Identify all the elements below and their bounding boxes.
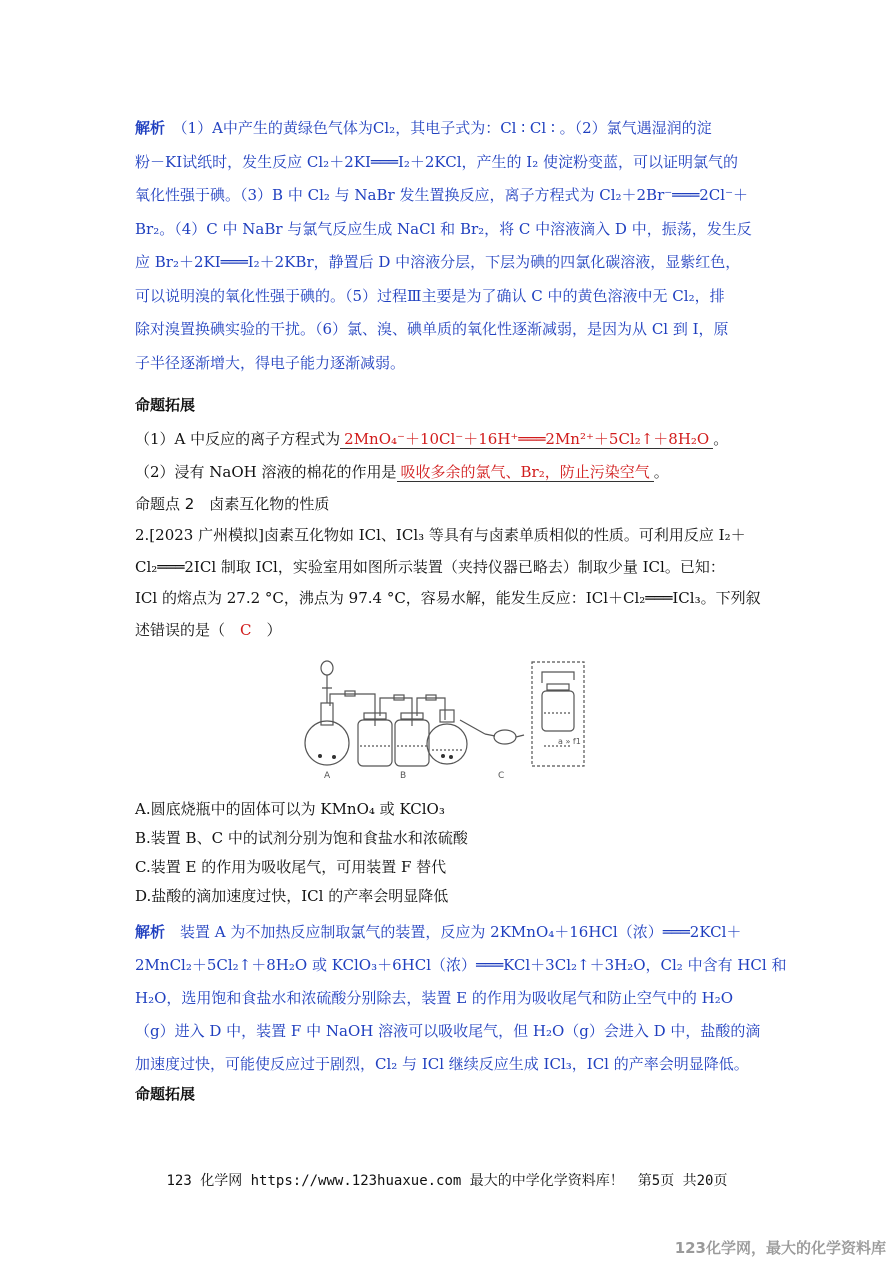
solution-2 (135, 916, 787, 1081)
question-2 (135, 520, 760, 646)
page-footer: 123 化学网 https://www.123huaxue.com 最大的中学化学资料库！ 第5页 共20页 (166, 1173, 728, 1189)
extension-title: 命题拓展 (135, 396, 196, 414)
solution-1-line-6: 可以说明溴的氧化性强于碘的。（5）过程Ⅲ主要是为了确认 C 中的黄色溶液中无 Cl₂，排 (135, 286, 725, 305)
extension-q2-answer: 吸收多余的氯气、Br₂，防止污染空气 (397, 463, 654, 482)
solution-1-line-8: 子半径逐渐增大，得电子能力逐渐减弱。 (135, 353, 406, 372)
solution-1 (135, 112, 760, 380)
option-a: A.圆底烧瓶中的固体可以为 KMnO₄ 或 KClO₃ (135, 800, 445, 818)
apparatus-drawing (300, 658, 600, 783)
option-d: D.盐酸的滴加速度过快，ICl 的产率会明显降低 (135, 887, 449, 905)
figure-label-f: a » f1 (558, 737, 581, 746)
solution-1-line-7: 除对溴置换碘实验的干扰。（6）氯、溴、碘单质的氧化性逐渐减弱，是因为从 Cl 到 I，原 (135, 320, 729, 338)
question-2-line-4: 述错误的是（ C ） (135, 620, 282, 639)
options-list (135, 795, 760, 911)
option-c: C.装置 E 的作用为吸收尾气，可用装置 F 替代 (135, 858, 447, 876)
solution-1-line-4: Br₂。（4）C 中 NaBr 与氯气反应生成 NaCl 和 Br₂，将 C 中溶液滴入 D 中，振荡，发生反 (135, 219, 752, 238)
extension-q2: （2）浸有 NaOH 溶液的棉花的作用是 吸收多余的氯气、Br₂，防止污染空气 。 (135, 463, 669, 481)
point-2-heading: 命题点 2 卤素互化物的性质 (135, 495, 330, 513)
extension-q1: （1）A 中反应的离子方程式为 2MnO₄⁻＋10Cl⁻＋16H⁺═══2Mn²⁺＋5Cl₂↑＋8H₂O 。 (135, 430, 729, 448)
solution-2-line-3: H₂O，选用饱和食盐水和浓硫酸分别除去，装置 E 的作用为吸收尾气和防止空气中的 H₂O (135, 989, 734, 1007)
solution-label: 解析 (135, 923, 166, 941)
question-2-line-1: 2.[2023 广州模拟]卤素互化物如 ICl、ICl₃ 等具有与卤素单质相似的性质。可利用反应 I₂＋ (135, 526, 746, 544)
solution-1-line-5: 应 Br₂＋2KI═══I₂＋2KBr，静置后 D 中溶液分层，下层为碘的四氯化碳溶液，显紫红色， (135, 253, 741, 271)
solution-2-line-1: 解析 装置 A 为不加热反应制取氯气的装置，反应为 2KMnO₄＋16HCl（浓）═══2KCl＋ (135, 923, 742, 941)
question-2-line-2: Cl₂═══2ICl 制取 ICl，实验室用如图所示装置（夹持仪器已略去）制取少量 ICl。已知： (135, 557, 725, 576)
extension-2-title: 命题拓展 (135, 1085, 196, 1103)
question-2-answer: C (240, 620, 252, 639)
solution-label: 解析 (135, 119, 166, 137)
option-b: B.装置 B、C 中的试剂分别为饱和食盐水和浓硫酸 (135, 829, 468, 847)
extension-q1-answer: 2MnO₄⁻＋10Cl⁻＋16H⁺═══2Mn²⁺＋5Cl₂↑＋8H₂O (340, 430, 713, 449)
watermark: 123化学网，最大的化学资料库 (674, 1239, 886, 1257)
solution-2-line-2: 2MnCl₂＋5Cl₂↑＋8H₂O 或 KClO₃＋6HCl（浓）═══KCl＋3Cl₂↑＋3H₂O，Cl₂ 中含有 HCl 和 (135, 956, 787, 974)
solution-2-line-4: （g）进入 D 中，装置 F 中 NaOH 溶液可以吸收尾气，但 H₂O（g）会进入 D 中，盐酸的滴 (135, 1022, 761, 1040)
apparatus-figure (300, 658, 600, 783)
question-2-line-3: ICl 的熔点为 27.2 °C，沸点为 97.4 °C，容易水解，能发生反应：ICl＋Cl₂═══ICl₃。下列叙 (135, 589, 761, 607)
figure-label-a: A (324, 771, 331, 781)
solution-1-line-3: 氧化性强于碘。（3）B 中 Cl₂ 与 NaBr 发生置换反应，离子方程式为 Cl₂＋2Br⁻═══2Cl⁻＋ (135, 186, 748, 204)
solution-1-line-2: 粉－KI试纸时，发生反应 Cl₂＋2KI═══I₂＋2KCl，产生的 I₂ 使淀粉变蓝，可以证明氯气的 (135, 152, 738, 171)
solution-1-line-1: 解析 （1）A中产生的黄绿色气体为Cl₂，其电子式为：Cl ∶ Cl ∶ 。（2）氯气遇湿润的淀 (135, 119, 712, 137)
figure-label-b: B (400, 771, 407, 781)
figure-label-c: C (498, 771, 505, 781)
solution-2-line-5: 加速度过快，可能使反应过于剧烈，Cl₂ 与 ICl 继续反应生成 ICl₃，ICl 的产率会明显降低。 (135, 1055, 749, 1073)
